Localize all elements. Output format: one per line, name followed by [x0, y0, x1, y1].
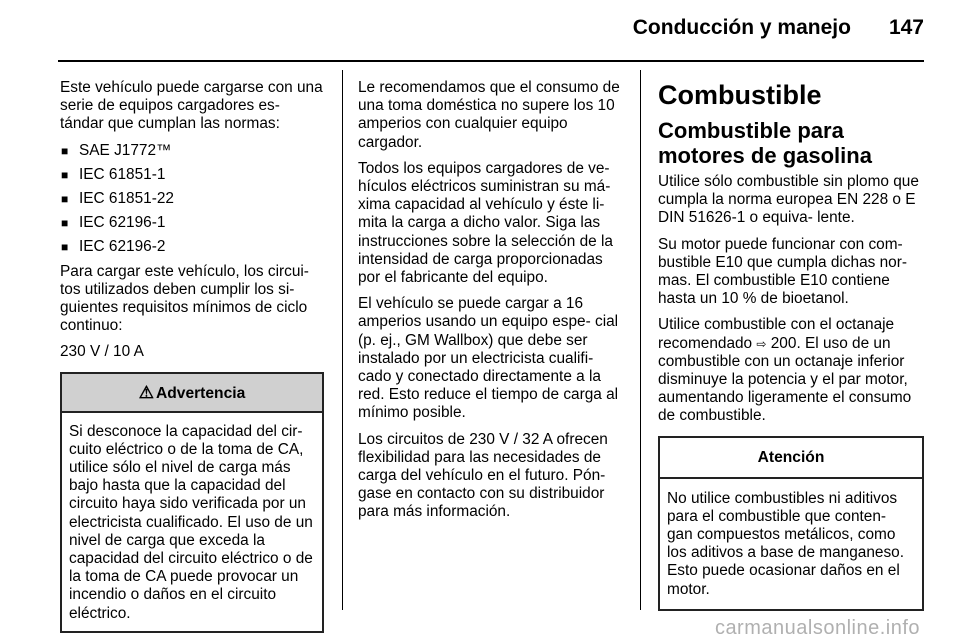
standards-list: [60, 142, 324, 257]
column-divider: [342, 70, 343, 610]
notice-header: Atención: [660, 438, 922, 479]
section-title: Conducción y manejo: [632, 16, 851, 39]
warning-triangle-icon: ⚠: [138, 382, 154, 402]
paragraph: Todos los equipos cargadores de ve- hículos eléctricos suministran su má- xima capacidad al vehículo y éste li- mita la carga a dicho valor. Siga las instrucciones sobre la selección de la intensidad de carga proporcionadas por el fabricante del equipo.: [358, 159, 613, 287]
page-reference-icon: ⇨: [756, 336, 767, 351]
paragraph: Utilice sólo combustible sin plomo que cumpla la norma europea EN 228 o E DIN 51626-1 o equiva- lente.: [658, 173, 919, 227]
intro-paragraph: Este vehículo puede cargarse con una serie de equipos cargadores es- tándar que cumplan las normas:: [60, 79, 323, 133]
section-heading: Combustible: [658, 80, 822, 110]
page-number: 147: [888, 16, 924, 39]
subsection-heading: Combustible para motores de gasolina: [658, 118, 872, 168]
page-header: [633, 16, 924, 40]
watermark: carmanualsonline.info: [714, 617, 920, 639]
column-left: [60, 79, 324, 633]
voltage-value: 230 V / 10 A: [60, 343, 144, 361]
warning-title: Advertencia: [155, 384, 246, 402]
paragraph: Utilice combustible con el octanaje recomendado ⇨ 200. El uso de un combustible con un octanaje inferior disminuye la potencia y el par motor, aumentando ligeramente el consumo de combustible.: [658, 316, 912, 425]
list-item: ■ SAE J1772™: [61, 141, 172, 159]
column-right: [658, 80, 924, 611]
warning-text: Si desconoce la capacidad del cir- cuito eléctrico o de la toma de CA, utilice sólo el nivel de carga más bajo hasta que la capacidad del circuito haya sido verificada por un electricista cualificado. El uso de un nivel de carga que exceda la capacidad del circuito eléctrico o de la toma de CA puede provocar un incendio o daños en el circuito eléctrico.: [69, 422, 313, 622]
list-item: ■ IEC 61851-22: [61, 190, 174, 208]
bullet-icon: ■: [61, 216, 69, 231]
list-item: ■ IEC 62196-1: [61, 214, 166, 232]
paragraph: Le recomendamos que el consumo de una toma doméstica no supere los 10 amperios con cualquier equipo cargador.: [358, 79, 620, 151]
bullet-icon: ■: [61, 240, 69, 255]
notice-text: No utilice combustibles ni aditivos para el combustible que conten- gan compuestos metálicos, como los aditivos a base de manganeso. Esto puede ocasionar daños en el motor.: [667, 489, 904, 598]
warning-header: [62, 374, 322, 413]
bullet-icon: ■: [61, 167, 69, 182]
notice-box: [658, 436, 924, 611]
paragraph: El vehículo se puede cargar a 16 amperios usando un equipo espe- cial (p. ej., GM Wallbox) que debe ser instalado por un electricista cualifi- cado y conectado directamente a la red. Esto reduce el tiempo de carga al mínimo posible.: [358, 295, 619, 422]
paragraph: Los circuitos de 230 V / 32 A ofrecen flexibilidad para las necesidades de carga del vehículo en el futuro. Pón- gase en contacto con su distribuidor para más información.: [358, 430, 608, 521]
list-item: ■ IEC 62196-2: [61, 238, 166, 256]
requirements-paragraph: Para cargar este vehículo, los circui- tos utilizados deben cumplir los si- guientes requisitos mínimos de ciclo continuo:: [60, 262, 309, 335]
bullet-icon: ■: [61, 143, 69, 158]
bullet-icon: ■: [61, 192, 69, 207]
warning-box: [60, 372, 324, 633]
page-reference[interactable]: 200: [770, 334, 797, 352]
paragraph: Su motor puede funcionar con com- bustible E10 que cumpla dichas nor- mas. El combustible E10 contiene hasta un 10 % de bioetanol.: [658, 235, 907, 308]
list-item: ■ IEC 61851-1: [61, 165, 166, 183]
column-middle: [358, 79, 622, 530]
header-rule: [58, 60, 924, 62]
column-divider: [640, 70, 641, 610]
